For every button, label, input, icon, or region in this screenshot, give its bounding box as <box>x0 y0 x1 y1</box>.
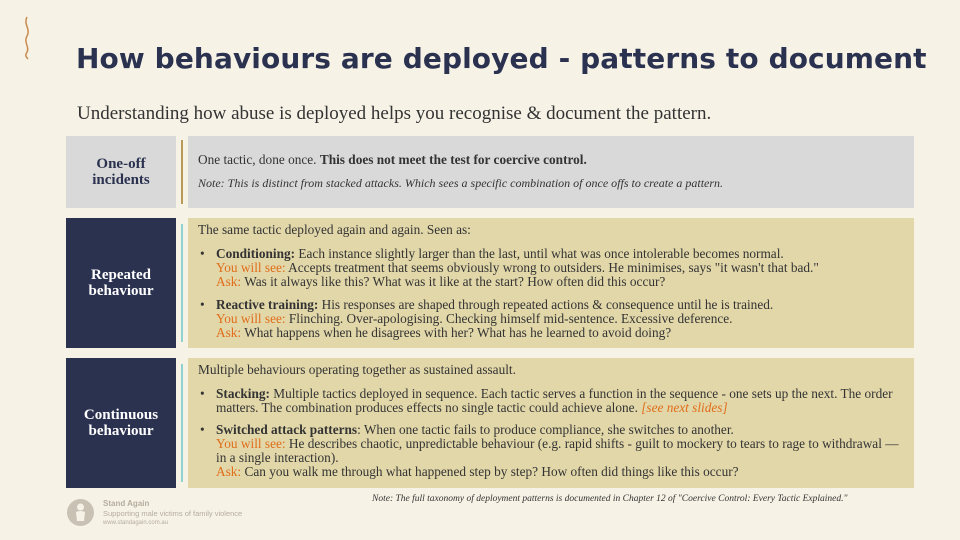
brand-flourish-icon <box>20 16 34 60</box>
row-one-off-incidents <box>66 136 914 208</box>
list-item: • Reactive training: His responses are shaped through repeated actions & consequence until he is trained. You will see: Flinching. Over-apologising. Checking himself mid-sentence. Excessive deference. Ask: What happens when he disagrees with her? What has he learned to avoid doing? <box>198 298 902 340</box>
page-title: How behaviours are deployed - patterns to document <box>76 42 927 75</box>
list-item: • Stacking: Multiple tactics deployed in sequence. Each tactic serves a function in the sequence - one sets up the next. The order matters. The combination produces effects no single tactic could achieve alone. [see next slides] <box>198 387 902 415</box>
row-intro: Multiple behaviours operating together as sustained assault. <box>198 362 516 377</box>
list-item: • Switched attack patterns: When one tactic fails to produce compliance, she switches to another. You will see: He describes chaotic, unpredictable behaviour (e.g. rapid shifts - guilt to mockery to tears to rage to withdrawal — in a single interaction). Ask: Can you walk me through what happened step by step? How often did things like this occur? <box>198 423 902 479</box>
row-intro: One tactic, done once. This does not meet the test for coercive control. <box>198 152 587 167</box>
person-silhouette-icon <box>67 499 94 526</box>
bullet-list <box>198 247 902 340</box>
logo-name: Stand Again <box>103 499 150 508</box>
row-intro: The same tactic deployed again and again. Seen as: <box>198 222 471 237</box>
logo-text <box>103 499 242 527</box>
list-item: • Conditioning: Each instance slightly larger than the last, until what was once intolerable becomes normal. You will see: Accepts treatment that seems obviously wrong to outsiders. He minimises, says "it wasn't that bad." Ask: Was it always like this? What was it like at the start? How often did this occur? <box>198 247 902 289</box>
row-label: Continuous behaviour <box>66 358 176 488</box>
row-content <box>188 218 914 348</box>
row-repeated-behaviour <box>66 218 914 348</box>
logo-tagline: Supporting male victims of family violence <box>103 509 243 518</box>
row-content <box>188 358 914 488</box>
divider <box>181 140 183 204</box>
page-subtitle: Understanding how abuse is deployed helps you recognise & document the pattern. <box>77 103 712 124</box>
row-label: Repeated behaviour <box>66 218 176 348</box>
logo <box>67 499 94 526</box>
divider <box>181 224 183 342</box>
row-content <box>188 136 914 208</box>
bullet-list <box>198 387 902 479</box>
footer-note: Note: The full taxonomy of deployment patterns is documented in Chapter 12 of "Coercive Control: Every Tactic Explained." <box>372 494 848 504</box>
row-label: One-off incidents <box>66 136 176 208</box>
row-continuous-behaviour <box>66 358 914 488</box>
divider <box>181 364 183 482</box>
logo-url: www.standagain.com.au <box>103 520 169 526</box>
row-note: Note: This is distinct from stacked attacks. Which sees a specific combination of once offs to create a pattern. <box>198 176 724 190</box>
see-next-slides-link: [see next slides] <box>641 400 728 415</box>
